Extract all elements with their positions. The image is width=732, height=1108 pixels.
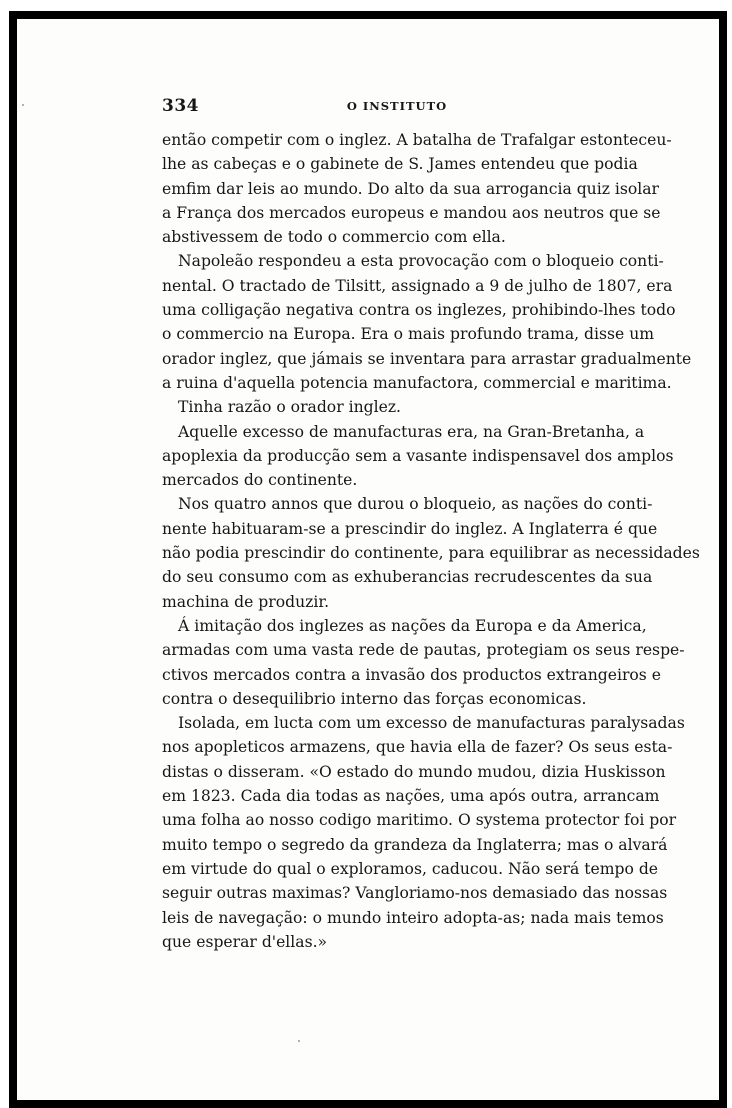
running-header [162, 96, 632, 122]
text-line: seguir outras maximas? Vangloriamo-nos demasiado das nossas [162, 884, 668, 903]
text-line: muito tempo o segredo da grandeza da Inglaterra; mas o alvará [162, 835, 668, 854]
body-text [162, 128, 700, 954]
text-line: Tinha razão o orador inglez. [178, 398, 402, 417]
text-line: contra o desequilibrio interno das forças economicas. [162, 689, 587, 708]
journal-title: O INSTITUTO [346, 99, 448, 113]
text-line: a França dos mercados europeus e mandou aos neutros que se [162, 203, 661, 222]
text-line: armadas com uma vasta rede de pautas, protegiam os seus respe- [162, 641, 685, 660]
text-line: Aquelle excesso de manufacturas era, na Gran-Bretanha, a [178, 422, 645, 441]
paper-speck [22, 104, 24, 106]
text-line: não podia prescindir do continente, para equilibrar as necessidades [162, 544, 700, 563]
text-line: nental. O tractado de Tilsitt, assignado a 9 de julho de 1807, era [162, 276, 673, 295]
text-line: apoplexia da producção sem a vasante indispensavel dos amplos [162, 446, 674, 465]
text-line: a ruina d'aquella potencia manufactora, commercial e maritima. [162, 373, 672, 392]
text-line: Isolada, em lucta com um excesso de manufacturas paralysadas [178, 714, 685, 733]
text-line: que esperar d'ellas.» [162, 932, 328, 951]
text-line: Á imitação dos inglezes as nações da Europa e da America, [178, 616, 647, 635]
text-line: distas o disseram. «O estado do mundo mudou, dizia Huskisson [162, 762, 666, 781]
text-line: uma folha ao nosso codigo maritimo. O systema protector foi por [162, 811, 677, 830]
book-page [162, 96, 700, 954]
text-line: leis de navegação: o mundo inteiro adopta-as; nada mais temos [162, 908, 664, 927]
text-line: ctivos mercados contra a invasão dos productos extrangeiros e [162, 665, 661, 684]
text-line: então competir com o inglez. A batalha de Trafalgar estonteceu- [162, 131, 672, 149]
text-line: emfim dar leis ao mundo. Do alto da sua arrogancia quiz isolar [162, 179, 660, 198]
text-line: nos apopleticos armazens, que havia ella de fazer? Os seus esta- [162, 738, 673, 757]
text-line: abstivessem de todo o commercio com ella. [162, 228, 506, 247]
text-line: machina de produzir. [162, 592, 330, 611]
text-line: o commercio na Europa. Era o mais profundo trama, disse um [162, 325, 655, 344]
text-line: orador inglez, que jámais se inventara para arrastar gradualmente [162, 349, 692, 368]
paper-speck [298, 1040, 300, 1042]
text-line: do seu consumo com as exhuberancias recrudescentes da sua [162, 568, 653, 587]
text-line: em 1823. Cada dia todas as nações, uma após outra, arrancam [162, 787, 660, 806]
text-line: mercados do continente. [162, 471, 358, 490]
text-line: em virtude do qual o exploramos, caducou. Não será tempo de [162, 859, 659, 878]
text-line: lhe as cabeças e o gabinete de S. James entendeu que podia [162, 155, 638, 174]
page-number: 334 [162, 96, 199, 116]
text-line: Napoleão respondeu a esta provocação com o bloqueio conti- [178, 252, 664, 271]
text-line: nente habituaram-se a prescindir do inglez. A Inglaterra é que [162, 519, 658, 538]
text-line: Nos quatro annos que durou o bloqueio, as nações do conti- [178, 495, 653, 514]
text-line: uma colligação negativa contra os inglezes, prohibindo-lhes todo [162, 301, 676, 320]
